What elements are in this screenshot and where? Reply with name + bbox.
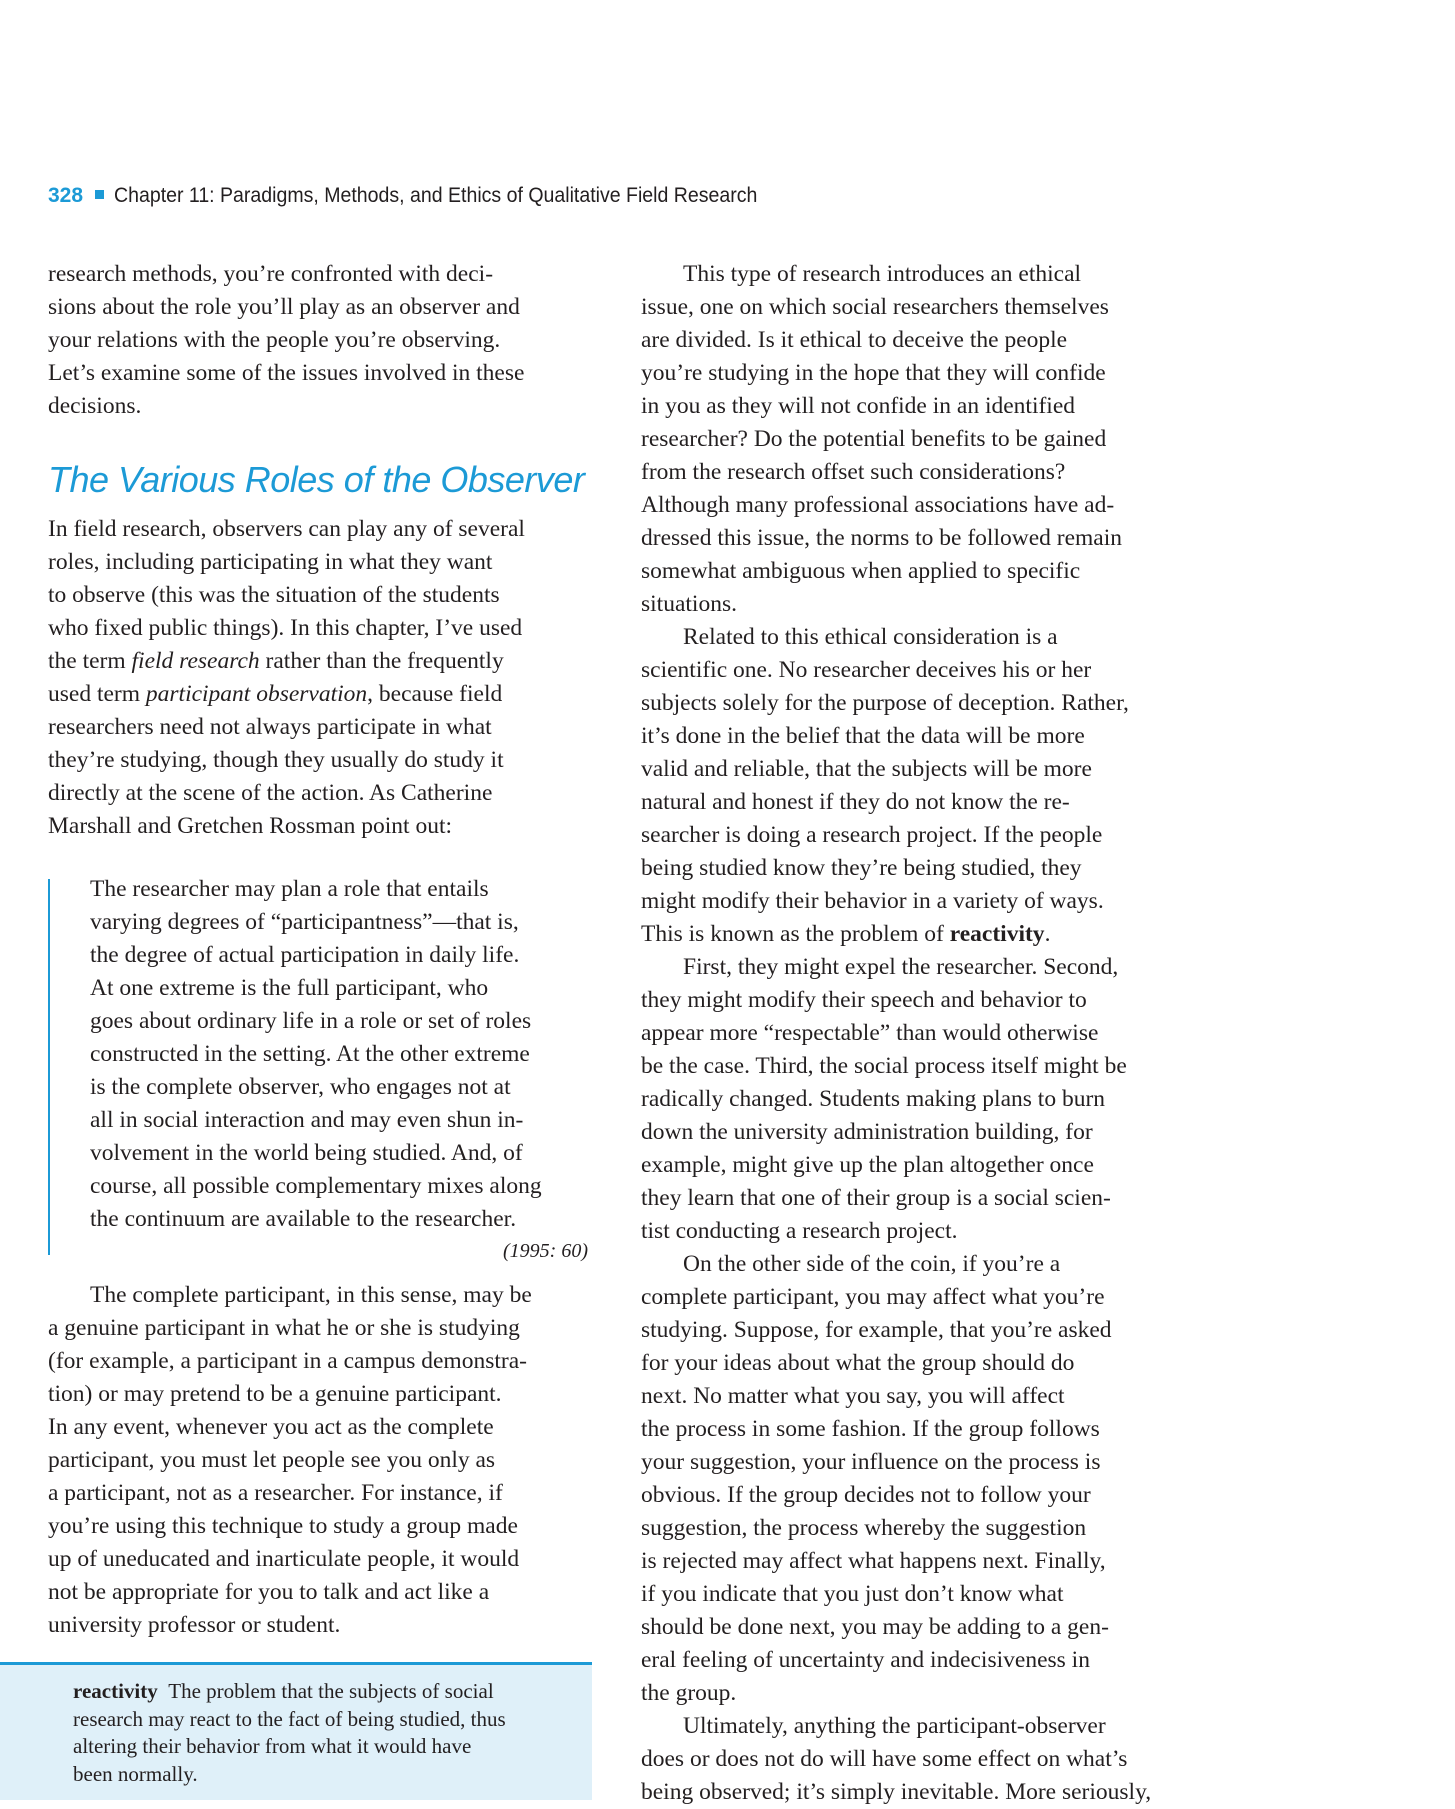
text-line: issue, one on which social researchers themselves — [641, 294, 1109, 320]
text-fragment: , because field — [367, 681, 503, 707]
quote-line: is the complete observer, who engages not at — [90, 1074, 511, 1100]
text-line: in you as they will not confide in an identified — [641, 393, 1076, 419]
square-bullet-icon — [95, 190, 104, 199]
text-line: research methods, you’re confronted with deci- — [48, 261, 494, 287]
text-line: from the research offset such considerations? — [641, 459, 1066, 485]
ethics-paragraph — [641, 258, 1181, 621]
text-line: tist conducting a research project. — [641, 1218, 958, 1244]
text-fragment: used term — [48, 681, 146, 707]
text-line: might modify their behavior in a variety of ways. — [641, 888, 1104, 914]
glossary-line: altering their behavior from what it would have — [73, 1734, 472, 1758]
right-column — [641, 258, 1181, 1809]
text-line: example, might give up the plan altogether once — [641, 1152, 1094, 1178]
text-line: radically changed. Students making plans to burn — [641, 1086, 1106, 1112]
term-field-research: field research — [131, 648, 260, 674]
text-line: In any event, whenever you act as the complete — [48, 1414, 494, 1440]
left-column — [48, 258, 588, 1642]
text-line: if you indicate that you just don’t know what — [641, 1581, 1064, 1607]
text-line: Let’s examine some of the issues involved in these — [48, 360, 525, 386]
text-line: natural and honest if they do not know the re- — [641, 789, 1070, 815]
section-heading: The Various Roles of the Observer — [48, 459, 585, 500]
text-fragment: rather than the frequently — [259, 648, 504, 674]
text-line: are divided. Is it ethical to deceive the people — [641, 327, 1068, 353]
text-line: being observed; it’s simply inevitable. More seriously, — [641, 1779, 1152, 1805]
block-quote — [48, 873, 588, 1266]
text-line: your relations with the people you’re observing. — [48, 327, 501, 353]
text-line: a participant, not as a researcher. For instance, if — [48, 1480, 503, 1506]
glossary-line — [73, 1678, 592, 1706]
quote-line: the degree of actual participation in daily life. — [90, 942, 520, 968]
text-line: In field research, observers can play any of several — [48, 516, 525, 542]
ultimately-paragraph — [641, 1710, 1181, 1809]
text-line: The complete participant, in this sense, may be — [90, 1282, 532, 1308]
text-line: roles, including participating in what they want — [48, 549, 493, 575]
text-line: studying. Suppose, for example, that you’re asked — [641, 1317, 1112, 1343]
text-line: suggestion, the process whereby the suggestion — [641, 1515, 1087, 1541]
text-line: researchers need not always participate in what — [48, 714, 492, 740]
text-line: you’re using this technique to study a group made — [48, 1513, 518, 1539]
running-header — [48, 184, 806, 208]
text-line: appear more “respectable” than would otherwise — [641, 1020, 1099, 1046]
text-line: valid and reliable, that the subjects will be more — [641, 756, 1092, 782]
quote-line: volvement in the world being studied. And, of — [90, 1140, 523, 1166]
text-line: somewhat ambiguous when applied to specific — [641, 558, 1081, 584]
quote-line: varying degrees of “participantness”—that is, — [90, 909, 519, 935]
complete-participant-paragraph — [48, 1279, 588, 1642]
text-line: university professor or student. — [48, 1612, 341, 1638]
roles-paragraph — [48, 513, 588, 843]
text-line: obvious. If the group decides not to follow your — [641, 1482, 1091, 1508]
quote-line: The researcher may plan a role that entails — [90, 876, 489, 902]
text-line: Marshall and Gretchen Rossman point out: — [48, 813, 452, 839]
text-line: sions about the role you’ll play as an observer and — [48, 294, 520, 320]
text-fragment: . — [1044, 921, 1051, 947]
glossary-term: reactivity — [73, 1679, 158, 1703]
text-line — [48, 678, 588, 711]
quote-line: goes about ordinary life in a role or set of roles — [90, 1008, 532, 1034]
text-line: you’re studying in the hope that they will confide — [641, 360, 1106, 386]
text-line: Related to this ethical consideration is a — [683, 624, 1058, 650]
glossary-line: been normally. — [73, 1761, 198, 1786]
text-line: eral feeling of uncertainty and indecisiveness in — [641, 1647, 1090, 1673]
text-line: On the other side of the coin, if you’re a — [683, 1251, 1061, 1277]
text-line: directly at the scene of the action. As Catherine — [48, 780, 493, 806]
text-line: they learn that one of their group is a social scien- — [641, 1185, 1111, 1211]
text-line: the process in some fashion. If the group follows — [641, 1416, 1100, 1442]
running-title: Chapter 11: Paradigms, Methods, and Ethics of Qualitative Field Research — [114, 184, 758, 207]
text-line: researcher? Do the potential benefits to be gained — [641, 426, 1107, 452]
text-line — [641, 918, 1181, 951]
glossary-definition: The problem that the subjects of social — [168, 1679, 494, 1703]
text-line: dressed this issue, the norms to be followed remain — [641, 525, 1123, 551]
text-line: does or does not do will have some effect on what’s — [641, 1746, 1128, 1772]
text-line: being studied know they’re being studied, they — [641, 855, 1082, 881]
text-line: This type of research introduces an ethical — [683, 261, 1082, 287]
text-line: your suggestion, your influence on the process is — [641, 1449, 1101, 1475]
text-line: a genuine participant in what he or she is studying — [48, 1315, 520, 1341]
text-line: Although many professional associations have ad- — [641, 492, 1115, 518]
glossary-line: research may react to the fact of being studied, thus — [73, 1706, 506, 1731]
quote-citation: (1995: 60) — [503, 1240, 588, 1262]
intro-paragraph — [48, 258, 588, 423]
quote-rule — [48, 879, 50, 1255]
page-number: 328 — [48, 184, 84, 207]
quote-line: all in social interaction and may even shun in- — [90, 1107, 524, 1133]
text-line: to observe (this was the situation of the students — [48, 582, 500, 608]
text-line — [48, 645, 588, 678]
term-participant-observation: participant observation — [145, 681, 368, 707]
other-side-paragraph — [641, 1248, 1181, 1710]
quote-line: constructed in the setting. At the other extreme — [90, 1041, 530, 1067]
text-line: for your ideas about what the group should do — [641, 1350, 1075, 1376]
text-line: subjects solely for the purpose of deception. Rather, — [641, 690, 1129, 716]
text-line: not be appropriate for you to talk and act like a — [48, 1579, 490, 1605]
text-line: (for example, a participant in a campus demonstra- — [48, 1348, 527, 1374]
consequences-paragraph — [641, 951, 1181, 1248]
text-line: they might modify their speech and behavior to — [641, 987, 1087, 1013]
text-line: up of uneducated and inarticulate people, it would — [48, 1546, 520, 1572]
glossary-box — [0, 1662, 592, 1800]
text-line: scientific one. No researcher deceives his or her — [641, 657, 1092, 683]
text-line: next. No matter what you say, you will affect — [641, 1383, 1065, 1409]
text-line: down the university administration building, for — [641, 1119, 1093, 1145]
text-fragment: This is known as the problem of — [641, 921, 950, 947]
text-line: Ultimately, anything the participant-observer — [683, 1713, 1106, 1739]
quote-line: At one extreme is the full participant, who — [90, 975, 489, 1001]
text-line: tion) or may pretend to be a genuine participant. — [48, 1381, 502, 1407]
text-line: it’s done in the belief that the data will be more — [641, 723, 1085, 749]
text-line: searcher is doing a research project. If the people — [641, 822, 1103, 848]
text-line: situations. — [641, 591, 737, 617]
quote-line: course, all possible complementary mixes along — [90, 1173, 542, 1199]
text-line: complete participant, you may affect what you’re — [641, 1284, 1105, 1310]
text-line: is rejected may affect what happens next. Finally, — [641, 1548, 1106, 1574]
text-line: decisions. — [48, 393, 142, 419]
text-line: be the case. Third, the social process itself might be — [641, 1053, 1127, 1079]
quote-line: the continuum are available to the researcher. — [90, 1206, 517, 1232]
key-term-reactivity: reactivity — [949, 921, 1045, 947]
text-line: they’re studying, though they usually do study it — [48, 747, 504, 773]
text-line: First, they might expel the researcher. Second, — [683, 954, 1119, 980]
scientific-paragraph — [641, 621, 1181, 951]
text-line: who fixed public things). In this chapter, I’ve used — [48, 615, 523, 641]
text-line: participant, you must let people see you only as — [48, 1447, 496, 1473]
text-line: the group. — [641, 1680, 737, 1706]
text-line: should be done next, you may be adding to a gen- — [641, 1614, 1109, 1640]
text-fragment: the term — [48, 648, 132, 674]
